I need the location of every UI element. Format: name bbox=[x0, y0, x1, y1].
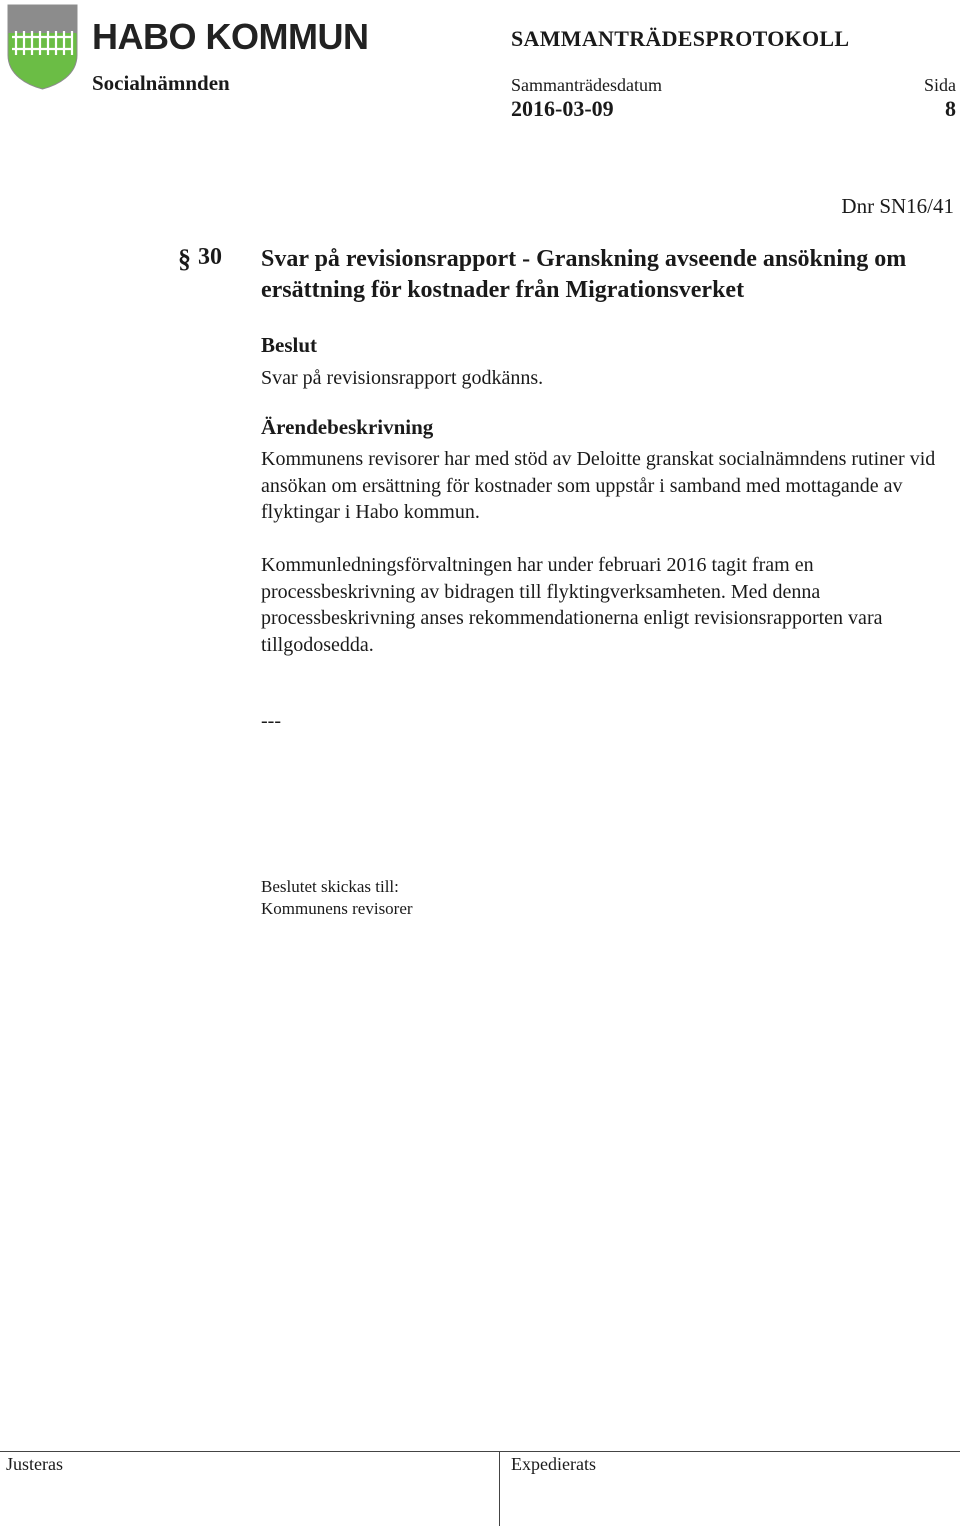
logo-wordmark: HABO KOMMUN bbox=[92, 16, 369, 57]
page-label: Sida bbox=[923, 75, 956, 95]
separator-dashes: --- bbox=[261, 710, 281, 732]
footer-column-divider bbox=[499, 1451, 500, 1526]
document-title: SAMMANTRÄDESPROTOKOLL bbox=[511, 26, 850, 51]
description-label: Ärendebeskrivning bbox=[261, 415, 434, 439]
page-number: 8 bbox=[945, 96, 956, 121]
distribution-recipient: Kommunens revisorer bbox=[261, 899, 413, 918]
footer-justeras-label: Justeras bbox=[6, 1454, 63, 1474]
description-paragraph-1: Kommunens revisorer har med stöd av Deloitte granskat socialnämndens rutiner vid ansökan om ersättning för kostnader som uppstår i samband med mottagande av flyktingar i Habo kommun. bbox=[261, 448, 936, 523]
section-number: 30 bbox=[198, 244, 222, 270]
distribution-label: Beslutet skickas till: bbox=[261, 877, 399, 896]
decision-text: Svar på revisionsrapport godkänns. bbox=[261, 367, 544, 389]
footer-expedierats-label: Expedierats bbox=[511, 1454, 596, 1474]
description-paragraph-2: Kommunledningsförvaltningen har under februari 2016 tagit fram en processbeskrivning av bidragen till flyktingverksamheten. Med denna processbeskrivning anses rekommendationerna enligt revisionsrapporten vara tillgodosedda. bbox=[261, 554, 883, 656]
case-reference-number: Dnr SN16/41 bbox=[841, 194, 954, 218]
decision-label: Beslut bbox=[261, 333, 318, 357]
department-name: Socialnämnden bbox=[92, 71, 230, 95]
habo-kommun-logo-shield bbox=[6, 3, 79, 91]
meeting-date-label: Sammanträdesdatum bbox=[511, 75, 662, 95]
meeting-date-value: 2016-03-09 bbox=[511, 96, 614, 121]
case-heading: Svar på revisionsrapport - Granskning avseende ansökning om ersättning för kostnader från Migrationsverket bbox=[261, 246, 907, 303]
section-sign: § bbox=[178, 244, 191, 273]
footer-divider bbox=[0, 1451, 960, 1452]
